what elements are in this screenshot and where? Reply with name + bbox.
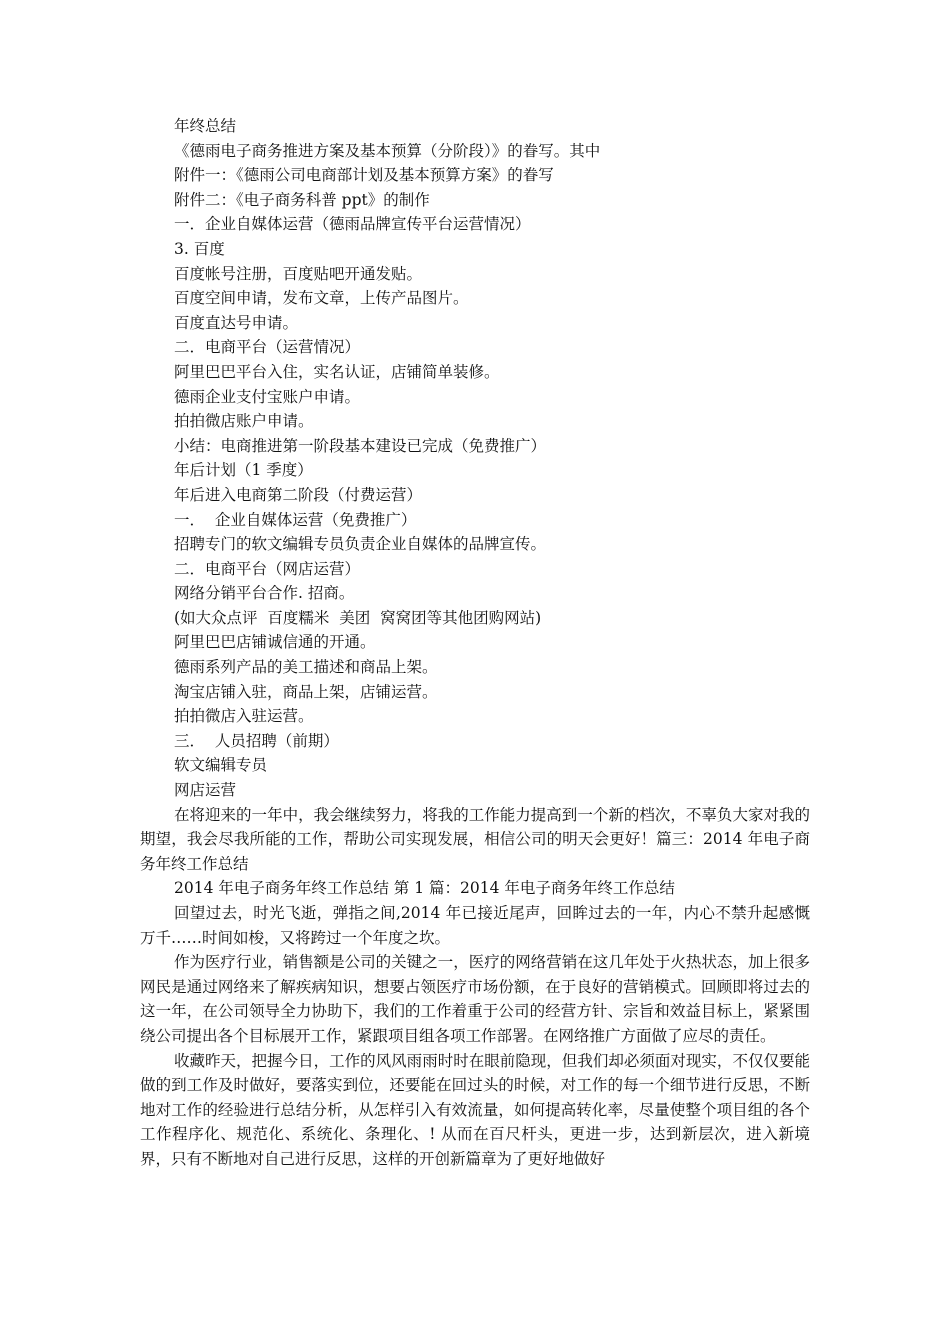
text-line: 年后计划（1 季度） [174, 461, 313, 480]
text-line: 网络分销平台合作. 招商。 [174, 584, 355, 603]
summary-line: 小结：电商推进第一阶段基本建设已完成（免费推广） [174, 436, 547, 455]
text-line: 附件一：《德雨公司电商部计划及基本预算方案》的眷写 [174, 166, 554, 185]
section-heading: 三． 人员招聘（前期） [174, 731, 339, 750]
paragraph: 作为医疗行业，销售额是公司的关键之一，医疗的网络营销在这几年处于火热状态，加上很多网民是通过网络来了解疾病知识，想要占领医疗市场份额，在于良好的营销模式。回顾即将过去的这一年，在公司领导全力协助下，我们的工作着重于公司的经营方针、宗旨和效益目标上，紧紧围绕公司提出各个目标展开工作，紧跟项目组各项工作部署。在网络推广方面做了应尽的责任。 [140, 953, 810, 1045]
text-line: 百度直达号申请。 [174, 313, 299, 332]
section-heading: 二．电商平台（运营情况） [174, 338, 361, 357]
paragraph: 回望过去，时光飞逝，弹指之间,2014 年已接近尾声，回眸过去的一年，内心不禁升起感慨万千……时间如梭，又将跨过一个年度之坎。 [140, 904, 810, 947]
text-line: 《德雨电子商务推进方案及基本预算（分阶段）》的眷写。其中 [174, 141, 601, 160]
text-line: 阿里巴巴店铺诚信通的开通。 [174, 633, 376, 652]
text-line: 淘宝店铺入驻，商品上架，店铺运营。 [174, 682, 438, 701]
text-line: 德雨系列产品的美工描述和商品上架。 [174, 658, 438, 677]
text-line: 阿里巴巴平台入住，实名认证，店铺简单装修。 [174, 362, 500, 381]
text-line: 拍拍微店账户申请。 [174, 412, 314, 431]
text-line: 软文编辑专员 [174, 756, 268, 775]
paragraph: 2014 年电子商务年终工作总结 第 1 篇：2014 年电子商务年终工作总结 [174, 879, 675, 898]
text-line: 年后进入电商第二阶段（付费运营） [174, 485, 423, 504]
text-line: 招聘专门的软文编辑专员负责企业自媒体的品牌宣传。 [174, 535, 547, 554]
text-line: 附件二：《电子商务科普 ppt》的制作 [174, 190, 430, 209]
section-heading: 一． 企业自媒体运营（免费推广） [174, 510, 417, 529]
text-line: 百度帐号注册，百度贴吧开通发贴。 [174, 264, 423, 283]
paragraph: 在将迎来的一年中，我会继续努力，将我的工作能力提高到一个新的档次，不辜负大家对我的期望，我会尽我所能的工作，帮助公司实现发展，相信公司的明天会更好！篇三：2014 年电子商务年终工作总结 [140, 805, 810, 873]
section-heading: 二．电商平台（网店运营） [174, 559, 361, 578]
section-heading: 一．企业自媒体运营（德雨品牌宣传平台运营情况） [174, 215, 531, 234]
text-line: 拍拍微店入驻运营。 [174, 707, 314, 726]
text-line: 百度空间申请，发布文章，上传产品图片。 [174, 289, 469, 308]
text-line-title: 年终总结 [174, 117, 237, 135]
document-body [140, 114, 810, 1172]
text-line: 网店运营 [174, 781, 237, 800]
subsection-heading: 3. 百度 [174, 239, 225, 258]
text-line: (如大众点评 百度糯米 美团 窝窝团等其他团购网站) [174, 608, 542, 627]
text-line: 德雨企业支付宝账户申请。 [174, 387, 361, 406]
paragraph: 收藏昨天，把握今日，工作的风风雨雨时时在眼前隐现，但我们却必须面对现实，不仅仅要能做的到工作及时做好，要落实到位，还要能在回过头的时候，对工作的每一个细节进行反思，不断地对工作的经验进行总结分析，从怎样引入有效流量，如何提高转化率，尽量使整个项目组的各个工作程序化、规范化、系统化、条理化、! 从而在百尺杆头，更进一步，达到新层次，进入新境界，只有不断地对自己进行反思，这样的开创新篇章为了更好地做好 [140, 1051, 810, 1168]
